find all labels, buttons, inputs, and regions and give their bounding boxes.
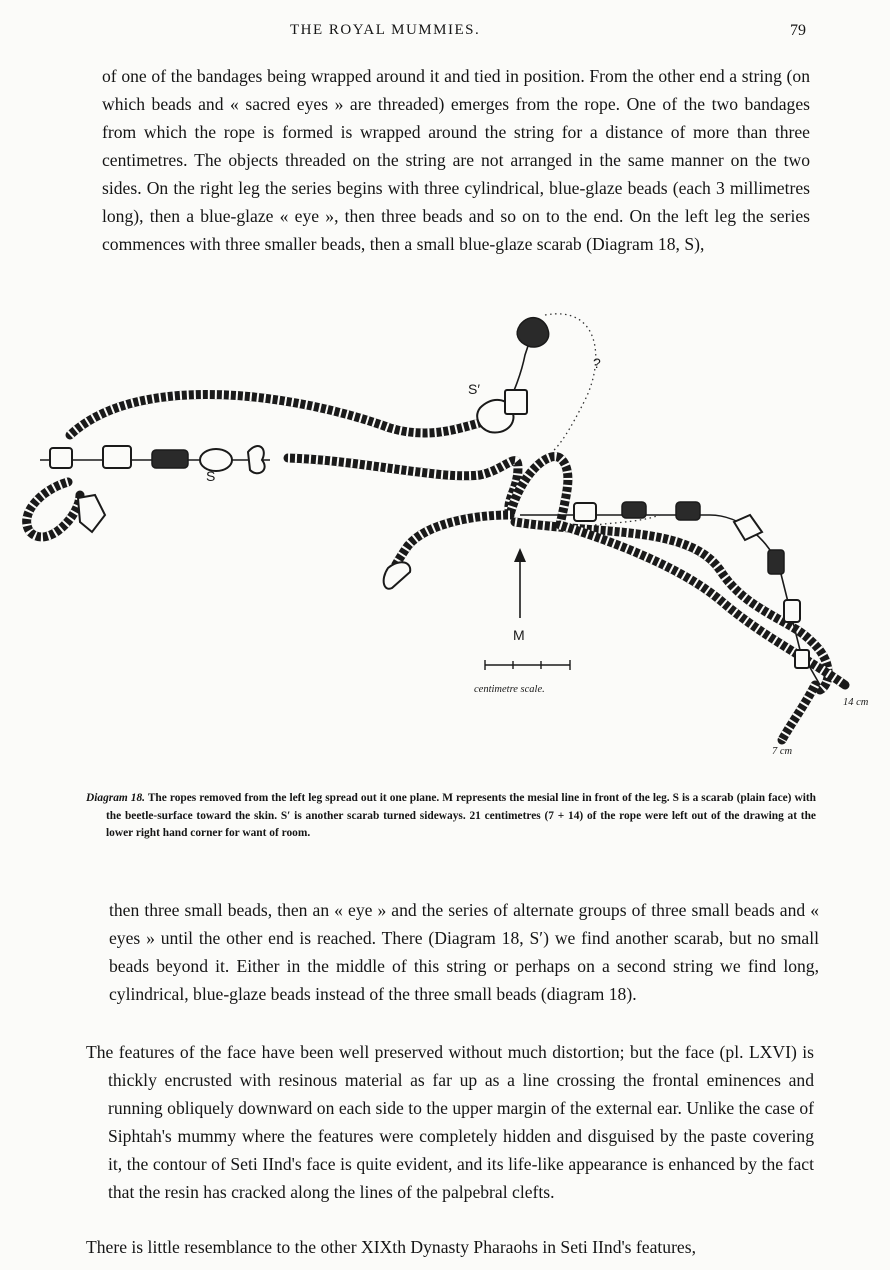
label-question: ?: [593, 355, 601, 371]
caption-text: The ropes removed from the left leg spread out it one plane. M represents the mesial line in front of the leg. S is a scarab (plain face) with the beetle-surface toward the skin. S′ is another scarab turned sideways. 21 centimetres (7 + 14) of the rope were left out of the drawing at the lower right hand corner for want of room.: [106, 792, 816, 839]
body-paragraph-4: There is little resemblance to the other XIXth Dynasty Pharaohs in Seti IInd's features,: [86, 1237, 696, 1257]
running-title: THE ROYAL MUMMIES.: [290, 22, 481, 38]
body-paragraph-2: then three small beads, then an « eye » and the series of alternate groups of three small beads and « eyes » until the other end is reached. There (Diagram 18, S′) we find another scarab, but no small beads beyond it. Either in the middle of this string or perhaps on a second string we find long, cylindrical, blue-glaze beads instead of the three small beads (diagram 18).: [109, 900, 819, 1004]
bead-top-square: [505, 390, 527, 414]
dotted-loop: [545, 314, 596, 452]
rope-middle: [288, 458, 518, 515]
bead-right-3: [676, 502, 700, 520]
bead-left-oval: [200, 449, 232, 471]
bead-left-1: [50, 448, 72, 468]
bead-right-5: [768, 550, 784, 574]
caption-lead: Diagram 18.: [86, 792, 146, 804]
running-header: [0, 22, 890, 46]
label-s-prime: S′: [468, 381, 480, 397]
rope-bottom-tail: [782, 685, 815, 740]
bead-right-7: [795, 650, 809, 668]
label-s: S: [206, 468, 216, 484]
left-tassel: [78, 495, 105, 532]
page-number: 79: [790, 22, 806, 39]
bead-right-2: [622, 502, 646, 518]
mesial-arrow-head: [514, 548, 526, 562]
body-paragraph-1: of one of the bandages being wrapped around it and tied in position. From the other end a string (on which beads and « sacred eyes » are threaded) emerges from the rope. One of the two bandages from which the rope is formed is wrapped around the string for a distance of more than three centimetres. The objects threaded on the string are not arranged in the same manner on the two sides. On the right leg the series begins with three cylindrical, blue-glaze beads (each 3 millimetres long), then a blue-glaze « eye », then three beads and so on to the end. On the left leg the series commences with three smaller beads, then a small blue-glaze scarab (Diagram 18, S),: [102, 66, 810, 254]
scarab-s: [248, 446, 265, 473]
bead-right-1: [574, 503, 596, 521]
bead-right-6: [784, 600, 800, 622]
label-14cm: 14 cm: [843, 697, 869, 708]
label-m: M: [513, 627, 525, 643]
rope-end-piece: [384, 562, 411, 589]
diagram-18-figure: [0, 300, 890, 780]
bead-left-2: [103, 446, 131, 468]
bead-left-3: [152, 450, 188, 468]
rope-upper-arc: [70, 394, 490, 435]
label-scale: centimetre scale.: [474, 684, 545, 695]
body-paragraph-3: The features of the face have been well preserved without much distortion; but the face (pl. LXVI) is thickly encrusted with resinous material as far up as a line crossing the frontal eminences and running obliquely downward on each side to the upper margin of the external ear. Unlike the case of Siphtah's mummy where the features were completely hidden and disguised by the paste covering it, the contour of Seti IInd's face is quite evident, and its life-like appearance is enhanced by the fact that the resin has cracked along the lines of the palpebral clefts.: [86, 1042, 814, 1202]
rope-diagram: [0, 300, 890, 780]
bead-top: [517, 318, 549, 347]
label-7cm: 7 cm: [772, 746, 793, 757]
figure-caption: [86, 790, 816, 843]
